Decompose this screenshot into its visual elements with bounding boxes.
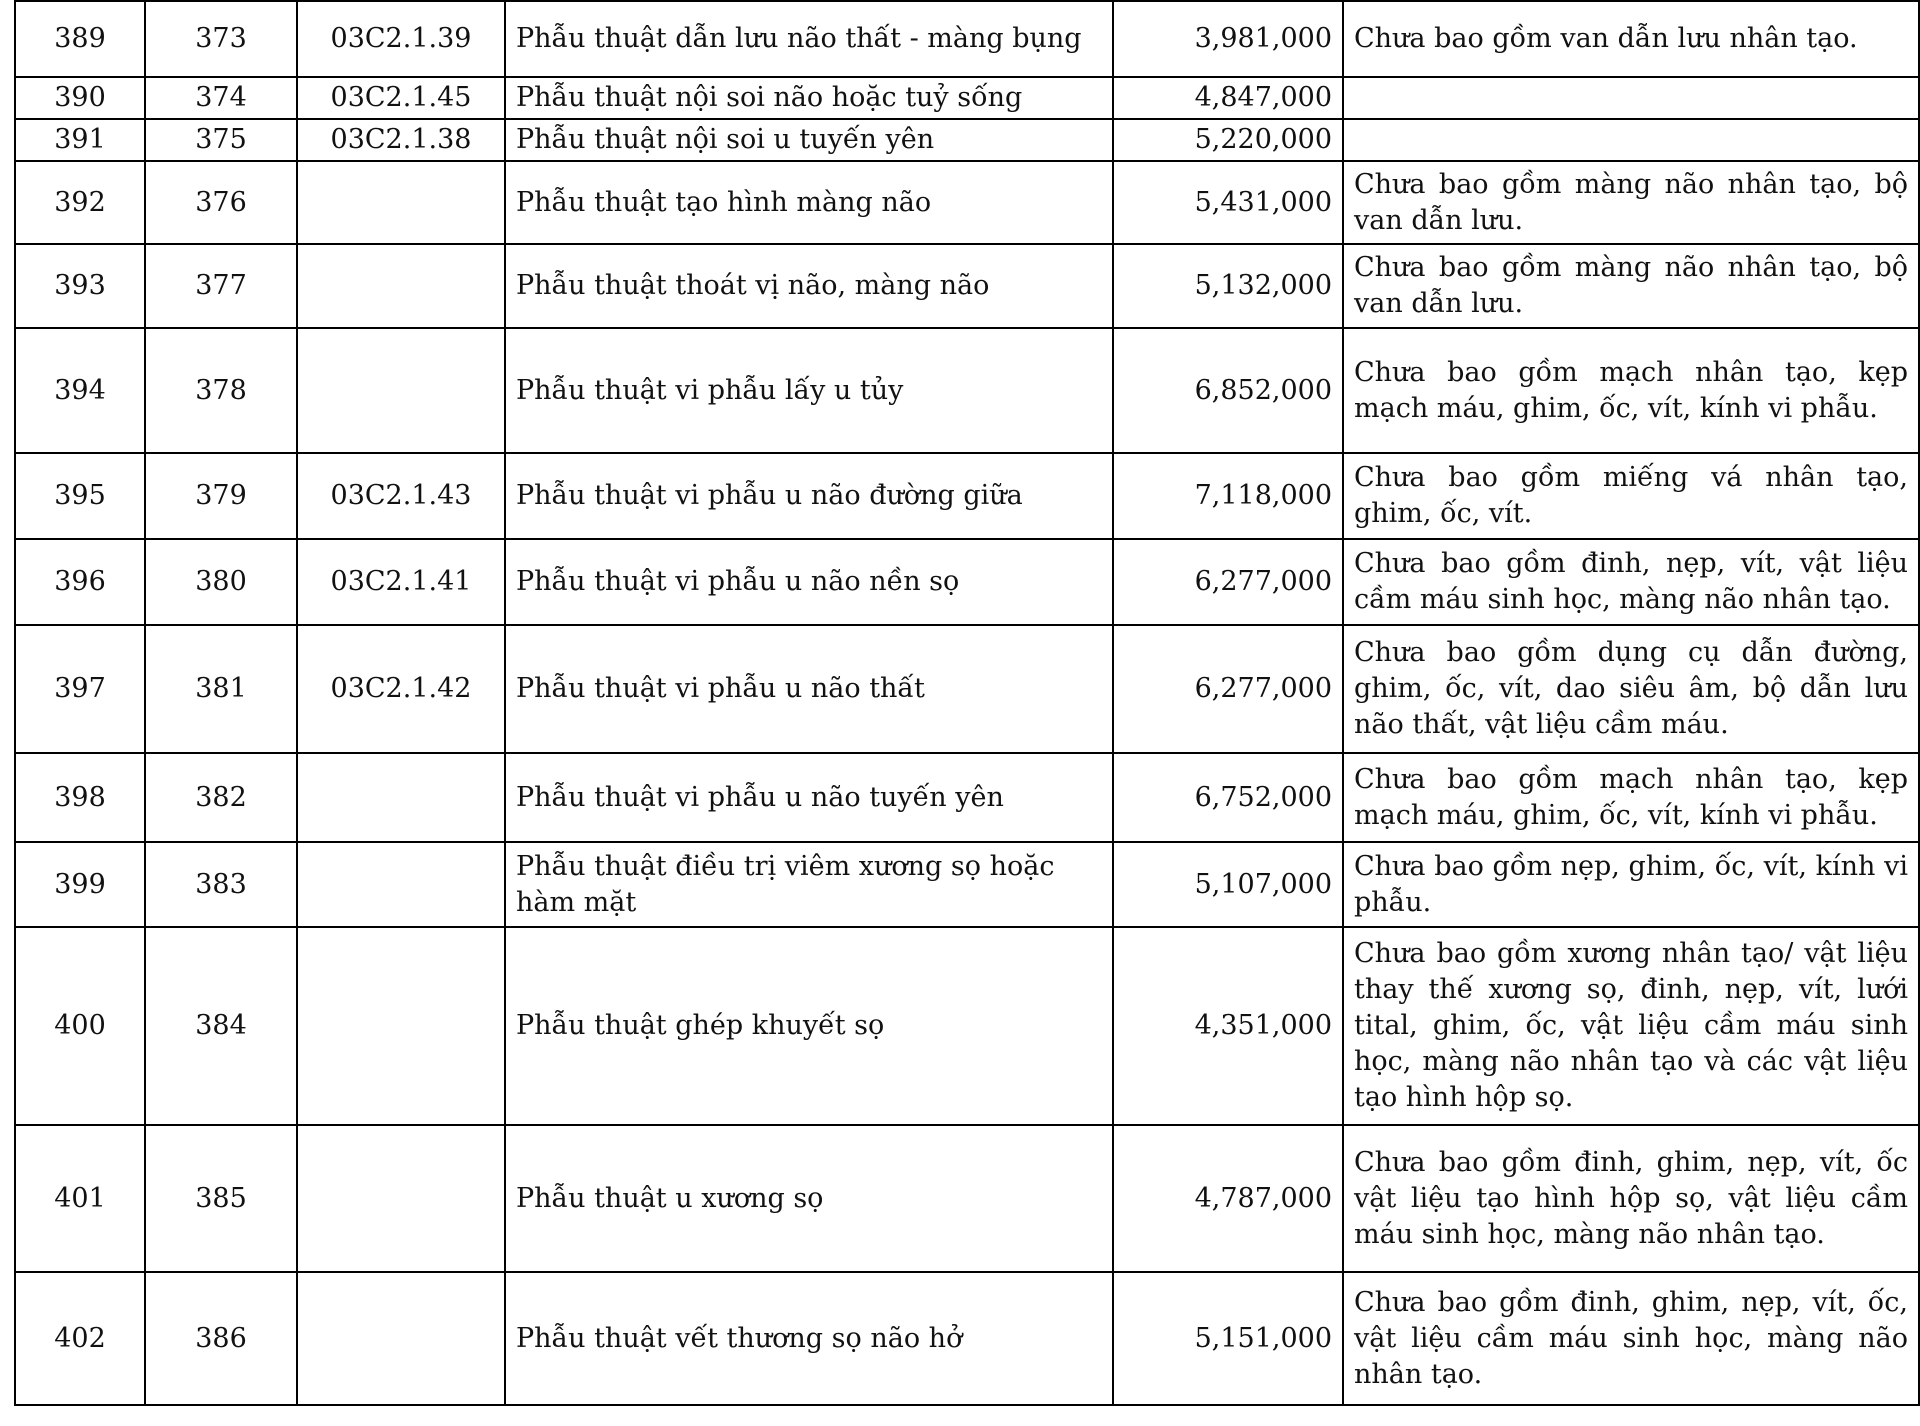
row-price: 6,852,000 [1113,328,1343,453]
row-price: 7,118,000 [1113,453,1343,539]
row-stt: 399 [15,842,145,927]
row-stt-secondary: 375 [145,119,297,161]
row-procedure-name: Phẫu thuật u xương sọ [505,1125,1113,1272]
row-code: 03C2.1.42 [297,625,505,753]
table-row [15,244,1919,328]
row-stt-secondary: 374 [145,77,297,119]
row-note: Chưa bao gồm miếng vá nhân tạo, ghim, ốc, vít. [1343,453,1919,539]
row-code: 03C2.1.38 [297,119,505,161]
row-stt-secondary: 373 [145,1,297,77]
row-note [1343,119,1919,161]
row-stt-secondary: 383 [145,842,297,927]
row-note: Chưa bao gồm nẹp, ghim, ốc, vít, kính vi phẫu. [1343,842,1919,927]
table-row [15,753,1919,842]
row-procedure-name: Phẫu thuật vi phẫu lấy u tủy [505,328,1113,453]
row-stt-secondary: 377 [145,244,297,328]
row-stt-secondary: 386 [145,1272,297,1405]
row-stt: 390 [15,77,145,119]
table-body [15,1,1919,1405]
table-row [15,161,1919,244]
row-note: Chưa bao gồm van dẫn lưu nhân tạo. [1343,1,1919,77]
row-stt-secondary: 381 [145,625,297,753]
row-stt: 391 [15,119,145,161]
row-stt: 396 [15,539,145,625]
row-code: 03C2.1.45 [297,77,505,119]
row-procedure-name: Phẫu thuật vết thương sọ não hở [505,1272,1113,1405]
row-note: Chưa bao gồm dụng cụ dẫn đường, ghim, ốc, vít, dao siêu âm, bộ dẫn lưu não thất, vật liệu cầm máu. [1343,625,1919,753]
row-price: 5,431,000 [1113,161,1343,244]
row-note: Chưa bao gồm xương nhân tạo/ vật liệu thay thế xương sọ, đinh, nẹp, vít, lưới tital, ghim, ốc, vật liệu cầm máu sinh học, màng não nhân tạo và các vật liệu tạo hình hộp sọ. [1343,927,1919,1125]
table-row [15,453,1919,539]
table-row [15,625,1919,753]
row-procedure-name: Phẫu thuật tạo hình màng não [505,161,1113,244]
table-row [15,927,1919,1125]
row-stt-secondary: 384 [145,927,297,1125]
row-stt: 395 [15,453,145,539]
row-code: 03C2.1.39 [297,1,505,77]
table-row [15,1125,1919,1272]
table-row [15,1,1919,77]
row-procedure-name: Phẫu thuật vi phẫu u não đường giữa [505,453,1113,539]
row-procedure-name: Phẫu thuật nội soi u tuyến yên [505,119,1113,161]
row-price: 4,351,000 [1113,927,1343,1125]
row-procedure-name: Phẫu thuật vi phẫu u não nền sọ [505,539,1113,625]
row-procedure-name: Phẫu thuật điều trị viêm xương sọ hoặc hàm mặt [505,842,1113,927]
row-price: 6,752,000 [1113,753,1343,842]
row-procedure-name: Phẫu thuật vi phẫu u não thất [505,625,1113,753]
surgery-price-table [14,0,1920,1406]
row-stt: 398 [15,753,145,842]
row-note [1343,77,1919,119]
row-stt: 393 [15,244,145,328]
row-note: Chưa bao gồm màng não nhân tạo, bộ van dẫn lưu. [1343,244,1919,328]
row-code: 03C2.1.41 [297,539,505,625]
table-row [15,539,1919,625]
table-row [15,328,1919,453]
row-note: Chưa bao gồm màng não nhân tạo, bộ van dẫn lưu. [1343,161,1919,244]
row-price: 3,981,000 [1113,1,1343,77]
row-price: 5,220,000 [1113,119,1343,161]
row-stt-secondary: 385 [145,1125,297,1272]
row-price: 4,787,000 [1113,1125,1343,1272]
row-procedure-name: Phẫu thuật thoát vị não, màng não [505,244,1113,328]
table-row [15,77,1919,119]
row-code [297,842,505,927]
row-procedure-name: Phẫu thuật nội soi não hoặc tuỷ sống [505,77,1113,119]
row-procedure-name: Phẫu thuật ghép khuyết sọ [505,927,1113,1125]
table-row [15,842,1919,927]
row-stt: 402 [15,1272,145,1405]
row-note: Chưa bao gồm mạch nhân tạo, kẹp mạch máu, ghim, ốc, vít, kính vi phẫu. [1343,753,1919,842]
row-stt: 400 [15,927,145,1125]
row-stt-secondary: 379 [145,453,297,539]
row-note: Chưa bao gồm đinh, ghim, nẹp, vít, ốc vật liệu tạo hình hộp sọ, vật liệu cầm máu sinh học, màng não nhân tạo. [1343,1125,1919,1272]
row-stt: 389 [15,1,145,77]
row-price: 6,277,000 [1113,625,1343,753]
table-row [15,1272,1919,1405]
row-price: 5,107,000 [1113,842,1343,927]
row-price: 6,277,000 [1113,539,1343,625]
row-procedure-name: Phẫu thuật vi phẫu u não tuyến yên [505,753,1113,842]
row-code [297,1272,505,1405]
row-price: 5,132,000 [1113,244,1343,328]
row-stt-secondary: 382 [145,753,297,842]
row-note: Chưa bao gồm đinh, ghim, nẹp, vít, ốc, vật liệu cầm máu sinh học, màng não nhân tạo. [1343,1272,1919,1405]
row-procedure-name: Phẫu thuật dẫn lưu não thất - màng bụng [505,1,1113,77]
row-stt-secondary: 380 [145,539,297,625]
row-code [297,1125,505,1272]
row-stt-secondary: 376 [145,161,297,244]
row-stt: 392 [15,161,145,244]
row-stt-secondary: 378 [145,328,297,453]
row-code [297,328,505,453]
row-note: Chưa bao gồm mạch nhân tạo, kẹp mạch máu, ghim, ốc, vít, kính vi phẫu. [1343,328,1919,453]
row-code [297,753,505,842]
row-code [297,244,505,328]
table-row [15,119,1919,161]
row-stt: 394 [15,328,145,453]
row-note: Chưa bao gồm đinh, nẹp, vít, vật liệu cầm máu sinh học, màng não nhân tạo. [1343,539,1919,625]
row-code: 03C2.1.43 [297,453,505,539]
row-code [297,161,505,244]
row-code [297,927,505,1125]
row-price: 5,151,000 [1113,1272,1343,1405]
row-stt: 397 [15,625,145,753]
row-stt: 401 [15,1125,145,1272]
row-price: 4,847,000 [1113,77,1343,119]
